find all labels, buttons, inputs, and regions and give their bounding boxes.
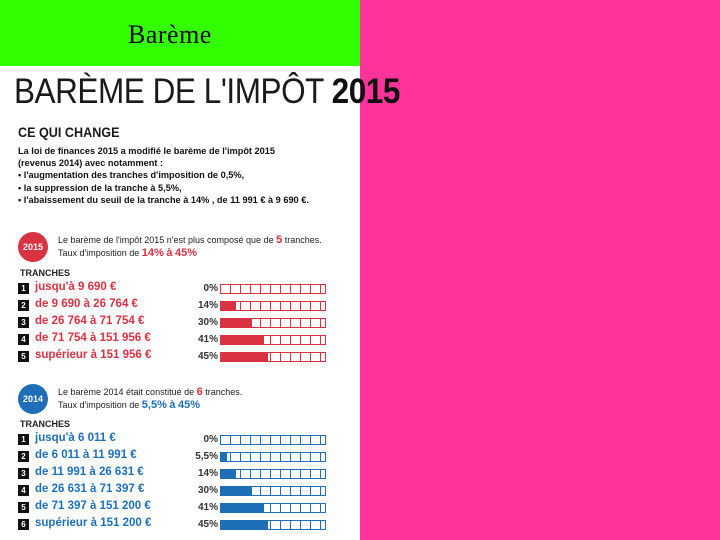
tranche-row-2015 — [18, 316, 338, 330]
tranche-bar — [220, 469, 326, 479]
tranche-bar — [220, 503, 326, 513]
intro-line: La loi de finances 2015 a modifié le barème de l'impôt 2015 — [18, 146, 275, 156]
tax-infographic — [0, 66, 400, 540]
tranche-number: 5 — [18, 502, 29, 513]
tranche-rate: 5,5% — [195, 451, 218, 462]
desc-text: tranches. — [284, 235, 322, 245]
tranche-bar — [220, 352, 326, 362]
tranche-label: de 26 631 à 71 397 € — [35, 483, 145, 495]
intro-line: • l'abaissement du seuil de la tranche à 14% , de 11 991 € à 9 690 €. — [18, 194, 309, 205]
desc-2015 — [58, 234, 322, 260]
tranche-bar — [220, 318, 326, 328]
tranche-bar — [220, 335, 326, 345]
tranche-rate: 41% — [197, 502, 218, 513]
title-year: 2015 — [331, 72, 400, 111]
tranche-rate: 30% — [197, 317, 218, 328]
rate-high: 45% — [174, 247, 197, 259]
tranche-rate: 45% — [197, 351, 218, 362]
tranche-label: de 71 754 à 151 956 € — [35, 332, 151, 344]
tranche-number: 4 — [18, 334, 29, 345]
tranche-bar-fill — [221, 336, 264, 344]
tranche-row-2014 — [18, 501, 338, 515]
desc-count: 5 — [276, 234, 283, 246]
intro-line: • l'augmentation des tranches d'imposition de 0,5%, — [18, 170, 245, 181]
tranche-label: de 6 011 à 11 991 € — [35, 449, 137, 461]
slide-title: Barème — [128, 20, 212, 49]
tranche-rate: 41% — [197, 334, 218, 345]
tranche-label: de 11 991 à 26 631 € — [35, 466, 144, 478]
desc-2014 — [58, 386, 242, 412]
tranche-number: 2 — [18, 451, 29, 462]
tranche-number: 4 — [18, 485, 29, 496]
rate-low: 14% — [141, 247, 164, 259]
tranche-bar-fill — [221, 319, 252, 327]
tranche-row-2015 — [18, 350, 338, 364]
tranches-label-2015: TRANCHES — [20, 268, 71, 278]
year-badge-2014: 2014 — [18, 384, 48, 414]
tranche-label: jusqu'à 9 690 € — [35, 281, 117, 293]
tranche-label: de 26 764 à 71 754 € — [35, 315, 145, 327]
tranche-bar-fill — [221, 470, 236, 478]
tranche-bar-fill — [221, 302, 236, 310]
slide-header — [0, 0, 360, 66]
tranche-label: de 9 690 à 26 764 € — [35, 298, 138, 310]
intro-text — [18, 145, 348, 206]
tranche-row-2014 — [18, 433, 338, 447]
tranche-rate: 45% — [197, 519, 218, 530]
rate-text: Taux d'imposition de — [58, 248, 140, 258]
tranche-bar-fill — [221, 521, 268, 529]
tranche-bar — [220, 452, 326, 462]
tranche-bar-fill — [221, 487, 252, 495]
tranche-row-2015 — [18, 282, 338, 296]
rate-mid: à — [166, 247, 173, 259]
tranche-number: 2 — [18, 300, 29, 311]
desc-text: tranches. — [205, 387, 243, 397]
intro-line: (revenus 2014) avec notamment : — [18, 158, 164, 169]
year-badge-2015: 2015 — [18, 232, 48, 262]
tranche-number: 3 — [18, 468, 29, 479]
tranche-row-2014 — [18, 467, 338, 481]
tranche-bar-fill — [221, 453, 227, 461]
title-text: BARÈME DE L'IMPÔT — [14, 72, 324, 111]
tranche-number: 1 — [18, 283, 29, 294]
tranche-bar — [220, 284, 326, 294]
tranche-label: de 71 397 à 151 200 € — [35, 500, 151, 512]
tranche-bar — [220, 435, 326, 445]
tranche-row-2014 — [18, 450, 338, 464]
tranche-rate: 30% — [197, 485, 218, 496]
tranche-label: supérieur à 151 200 € — [35, 517, 152, 529]
tranche-label: jusqu'à 6 011 € — [35, 432, 116, 444]
tranche-row-2014 — [18, 484, 338, 498]
rate-text: Taux d'imposition de — [58, 400, 140, 410]
intro-line: • la suppression de la tranche à 5,5%, — [18, 182, 182, 193]
tranche-number: 5 — [18, 351, 29, 362]
tranche-row-2014 — [18, 518, 338, 532]
tranche-rate: 0% — [203, 434, 218, 445]
tranche-rate: 14% — [197, 300, 218, 311]
tranche-number: 1 — [18, 434, 29, 445]
tranche-bar — [220, 520, 326, 530]
infographic-title — [14, 72, 400, 112]
tranche-rate: 14% — [197, 468, 218, 479]
tranche-bar-fill — [221, 504, 264, 512]
tranche-number: 3 — [18, 317, 29, 328]
tranche-row-2015 — [18, 299, 338, 313]
desc-text: Le barème de l'impôt 2015 n'est plus composé que de — [58, 235, 274, 245]
tranche-bar — [220, 486, 326, 496]
desc-text: Le barème 2014 était constitué de — [58, 387, 195, 397]
tranche-rate: 0% — [203, 283, 218, 294]
rate-low: 5,5% — [141, 399, 167, 411]
tranches-label-2014: TRANCHES — [20, 419, 71, 429]
tranche-bar — [220, 301, 326, 311]
rate-high: 45% — [178, 399, 201, 411]
tranche-label: supérieur à 151 956 € — [35, 349, 152, 361]
desc-count: 6 — [196, 386, 203, 398]
rate-mid: à — [169, 399, 176, 411]
tranche-row-2015 — [18, 333, 338, 347]
tranche-bar-fill — [221, 353, 268, 361]
pink-panel — [360, 0, 720, 540]
tranche-number: 6 — [18, 519, 29, 530]
section-heading: CE QUI CHANGE — [18, 124, 120, 140]
